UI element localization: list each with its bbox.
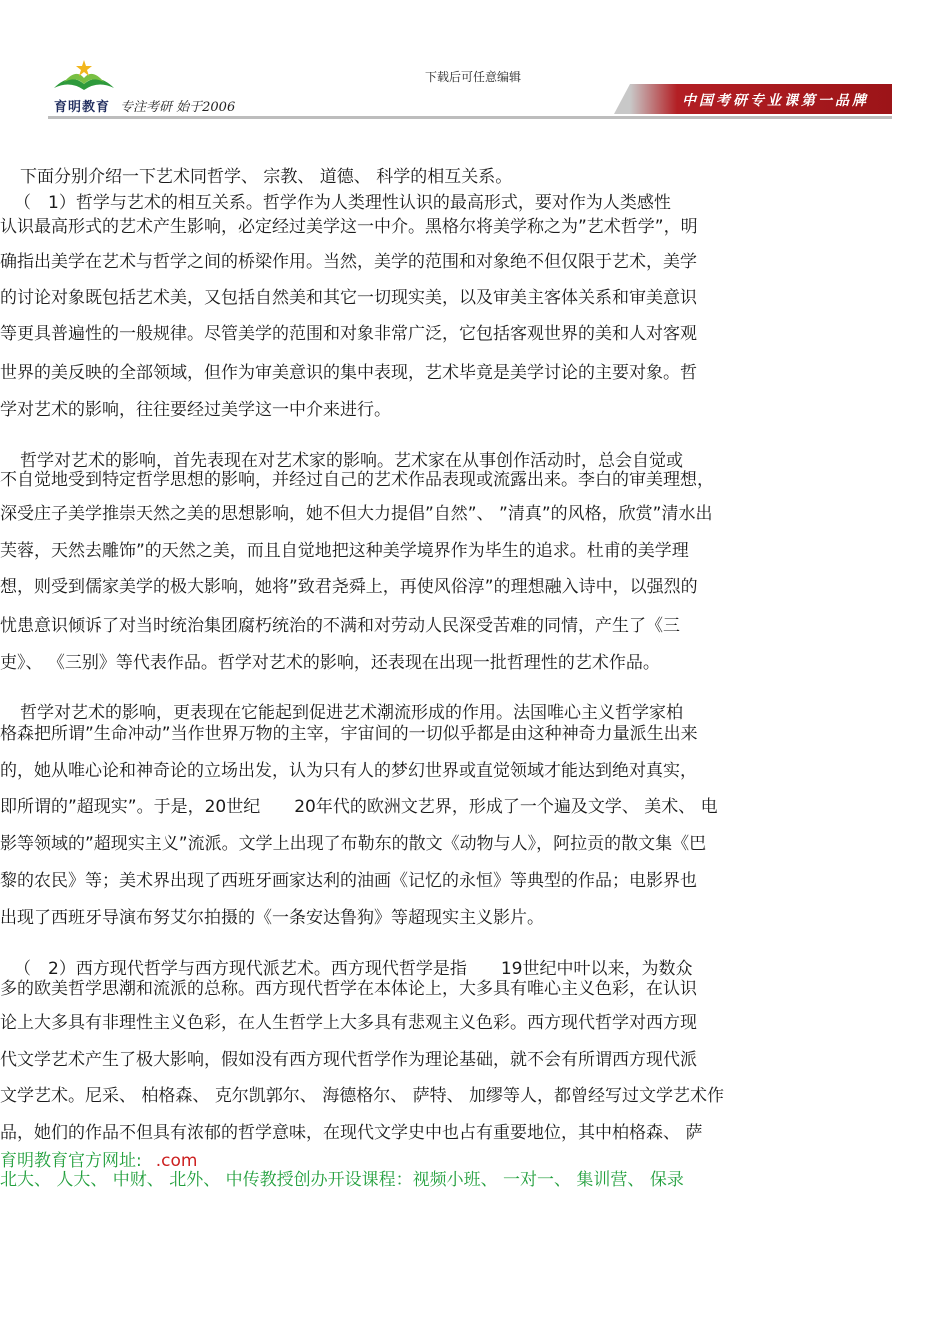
brand-logo[interactable] [48,58,278,118]
body-line: 影等领域的”超现实主义”流派。文学上出现了布勒东的散文《动物与人》，阿拉贡的散文集《巴 [0,834,707,854]
header-divider [48,116,892,119]
body-line: 想，则受到儒家美学的极大影响，她将”致君尧舜上，再使风俗淳”的理想融入诗中，以强烈的 [0,577,698,597]
body-line: 代文学艺术产生了极大影响，假如没有西方现代哲学作为理论基础，就不会有所谓西方现代派 [0,1050,697,1070]
body-line: 文学艺术。尼采、 柏格森、 克尔凯郭尔、 海德格尔、 萨特、 加缪等人，都曾经写过文学艺术作 [0,1086,725,1106]
footer-url-label: 育明教育官方网址: [0,1151,142,1171]
footer-courses: 北大、 人大、 中财、 北外、 中传教授创办开设课程：视频小班、 一对一、 集训营、 保录 [0,1170,684,1190]
body-line: 认识最高形式的艺术产生影响，必定经过美学这一中介。黑格尔将美学称之为”艺术哲学”，明 [0,217,698,237]
body-line: 哲学对艺术的影响，更表现在它能起到促进艺术潮流形成的作用。法国唯心主义哲学家柏 [20,703,683,723]
body-line: 深受庄子美学推崇天然之美的思想影响，她不但大力提倡”自然”、 ”清真”的风格，欣赏”清水出 [0,504,713,524]
body-line: 哲学对艺术的影响，首先表现在对艺术家的影响。艺术家在从事创作活动时，总会自觉或 [20,451,683,471]
body-line: 品，她们的作品不但具有浓郁的哲学意味，在现代文学史中也占有重要地位，其中柏格森、 萨 [0,1123,703,1143]
footer-url-link[interactable]: .com [155,1151,198,1171]
body-line: 的讨论对象既包括艺术美，又包括自然美和其它一切现实美，以及审美主客体关系和审美意识 [0,288,697,308]
body-line: 确指出美学在艺术与哲学之间的桥梁作用。当然，美学的范围和对象绝不但仅限于艺术，美学 [0,252,697,272]
body-line: 即所谓的”超现实”。于是，20世纪 20年代的欧洲文艺界，形成了一个遍及文学、 美术、 电 [0,797,718,817]
body-line: 世界的美反映的全部领域，但作为审美意识的集中表现，艺术毕竟是美学讨论的主要对象。哲 [0,363,697,383]
body-line: 下面分别介绍一下艺术同哲学、 宗教、 道德、 科学的相互关系。 [20,167,513,187]
page-header [0,0,950,130]
body-line: 学对艺术的影响，往往要经过美学这一中介来进行。 [0,400,391,420]
body-line: （ 1）哲学与艺术的相互关系。哲学作为人类理性认识的最高形式，要对作为人类感性 [14,193,671,213]
body-line: （ 2）西方现代哲学与西方现代派艺术。西方现代哲学是指 19世纪中叶以来，为数众 [14,959,693,979]
banner-slant [614,84,630,114]
body-line: 吏》、 《三别》等代表作品。哲学对艺术的影响，还表现在出现一批哲理性的艺术作品。 [0,653,660,673]
body-line: 忧患意识倾诉了对当时统治集团腐朽统治的不满和对劳动人民深受苦难的同情，产生了《三 [0,616,680,636]
body-line: 出现了西班牙导演布努艾尔拍摄的《一条安达鲁狗》等超现实主义影片。 [0,908,544,928]
download-note: 下载后可任意编辑 [425,70,522,84]
body-line: 黎的农民》等；美术界出现了西班牙画家达利的油画《记忆的永恒》等典型的作品；电影界也 [0,871,697,891]
body-line: 多的欧美哲学思潮和流派的总称。西方现代哲学在本体论上，大多具有唯心主义色彩，在认识 [0,979,697,999]
brand-banner [630,84,892,114]
body-line: 等更具普遍性的一般规律。尽管美学的范围和对象非常广泛，它包括客观世界的美和人对客观 [0,324,697,344]
body-line: 格森把所谓”生命冲动”当作世界万物的主宰，宇宙间的一切似乎都是由这种神奇力量派生出来 [0,724,698,744]
banner-text: 中国考研专业课第一品牌 [682,93,869,109]
body-line: 芙蓉，天然去雕饰”的天然之美，而且自觉地把这种美学境界作为毕生的追求。杜甫的美学理 [0,541,689,561]
logo-leaf-icon [50,58,118,94]
logo-text: 育明教育 [54,100,111,115]
body-line: 论上大多具有非理性主义色彩，在人生哲学上大多具有悲观主义色彩。西方现代哲学对西方现 [0,1013,697,1033]
body-line: 的，她从唯心论和神奇论的立场出发，认为只有人的梦幻世界或直觉领域才能达到绝对真实， [0,761,697,781]
logo-slogan: 专注考研 始于2006 [120,100,236,115]
body-line: 不自觉地受到特定哲学思想的影响，并经过自己的艺术作品表现或流露出来。李白的审美理想， [0,470,714,490]
